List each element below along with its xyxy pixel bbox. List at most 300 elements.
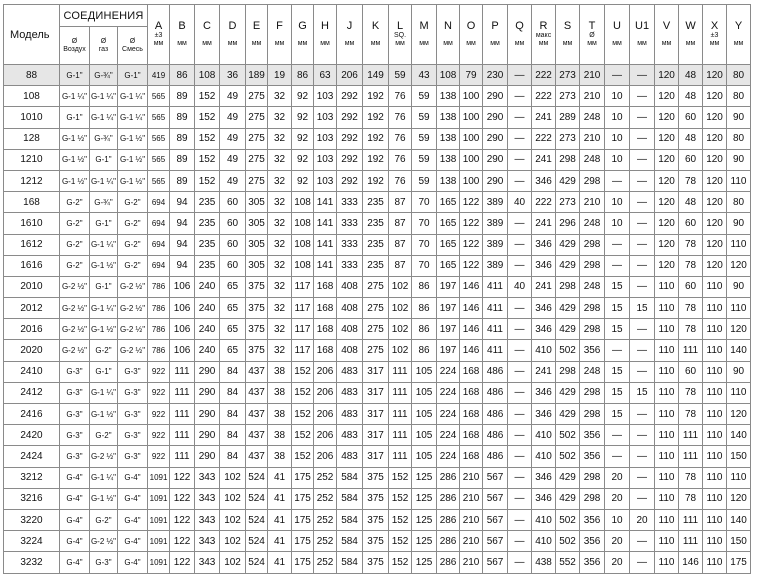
cell-dim-u: 10 <box>605 509 630 530</box>
cell-dim-r: 438 <box>532 552 556 573</box>
header-dim-unit: мм <box>297 40 308 47</box>
cell-dim-v: 110 <box>655 361 679 382</box>
header-dim-unit: мм <box>419 40 429 47</box>
cell-dim-t: 298 <box>580 298 605 319</box>
header-dim-label: F <box>276 20 283 32</box>
cell-dim-w: 60 <box>679 361 703 382</box>
cell-conn-gas: G-3" <box>90 552 118 573</box>
cell-conn-gas: G-2 ½" <box>90 446 118 467</box>
cell-dim-l: 76 <box>389 128 412 149</box>
cell-dim-x: 110 <box>703 404 727 425</box>
cell-dim-f: 32 <box>268 298 292 319</box>
cell-dim-f: 32 <box>268 213 292 234</box>
cell-dim-o: 168 <box>460 446 483 467</box>
cell-dim-e: 437 <box>246 361 268 382</box>
cell-dim-s: 273 <box>556 86 580 107</box>
cell-model: 3224 <box>4 531 60 552</box>
table-row <box>4 446 751 467</box>
cell-dim-w: 60 <box>679 276 703 297</box>
cell-dim-u: 10 <box>605 128 630 149</box>
cell-dim-h: 141 <box>314 192 337 213</box>
cell-dim-u1: — <box>630 319 655 340</box>
cell-dim-n: 197 <box>437 340 460 361</box>
cell-dim-k: 375 <box>363 552 389 573</box>
cell-dim-y: 90 <box>727 276 751 297</box>
cell-dim-g: 152 <box>292 361 314 382</box>
header-dim-unit: мм <box>661 40 672 47</box>
cell-dim-u: 20 <box>605 467 630 488</box>
cell-dim-a: 565 <box>148 170 170 191</box>
cell-dim-u1: — <box>630 149 655 170</box>
cell-dim-e: 375 <box>246 340 268 361</box>
cell-dim-d: 65 <box>220 298 246 319</box>
cell-dim-v: 120 <box>655 65 679 86</box>
cell-dim-y: 150 <box>727 446 751 467</box>
cell-dim-p: 567 <box>483 509 508 530</box>
cell-dim-s: 429 <box>556 404 580 425</box>
header-dim-unit: мм <box>251 40 262 47</box>
cell-dim-l: 152 <box>389 467 412 488</box>
cell-dim-u: 15 <box>605 382 630 403</box>
cell-dim-r: 346 <box>532 382 556 403</box>
cell-dim-x: 120 <box>703 149 727 170</box>
cell-dim-u1: — <box>630 107 655 128</box>
cell-dim-m: 86 <box>412 276 437 297</box>
cell-dim-c: 343 <box>195 467 220 488</box>
cell-dim-u1: — <box>630 361 655 382</box>
cell-dim-v: 110 <box>655 382 679 403</box>
cell-model: 2010 <box>4 276 60 297</box>
cell-dim-f: 41 <box>268 467 292 488</box>
cell-dim-q: — <box>508 65 532 86</box>
cell-dim-w: 78 <box>679 170 703 191</box>
cell-dim-q: — <box>508 531 532 552</box>
cell-dim-l: 111 <box>389 446 412 467</box>
cell-dim-p: 567 <box>483 552 508 573</box>
cell-conn-mix: G-2 ½" <box>118 298 148 319</box>
cell-dim-c: 235 <box>195 192 220 213</box>
cell-dim-g: 175 <box>292 531 314 552</box>
cell-dim-p: 290 <box>483 170 508 191</box>
cell-dim-u1: — <box>630 404 655 425</box>
table-row <box>4 255 751 276</box>
cell-dim-w: 111 <box>679 509 703 530</box>
cell-dim-j: 333 <box>337 213 363 234</box>
cell-conn-air: G-2" <box>60 255 90 276</box>
cell-conn-gas: G-1" <box>90 149 118 170</box>
cell-dim-q: 40 <box>508 276 532 297</box>
cell-dim-k: 375 <box>363 509 389 530</box>
cell-model: 3232 <box>4 552 60 573</box>
cell-dim-u1: — <box>630 255 655 276</box>
cell-dim-m: 86 <box>412 319 437 340</box>
header-dim-sublabel <box>314 32 336 40</box>
cell-dim-w: 78 <box>679 255 703 276</box>
cell-dim-y: 90 <box>727 149 751 170</box>
header-dim-sublabel <box>337 32 362 40</box>
cell-dim-m: 59 <box>412 128 437 149</box>
cell-dim-u: 10 <box>605 213 630 234</box>
cell-dim-j: 584 <box>337 531 363 552</box>
cell-dim-d: 102 <box>220 509 246 530</box>
table-row <box>4 361 751 382</box>
cell-dim-r: 410 <box>532 425 556 446</box>
cell-conn-air: G-2" <box>60 234 90 255</box>
cell-conn-mix: G-3" <box>118 404 148 425</box>
cell-dim-w: 78 <box>679 488 703 509</box>
cell-dim-g: 117 <box>292 298 314 319</box>
header-dim-unit: мм <box>177 40 187 47</box>
cell-dim-w: 48 <box>679 65 703 86</box>
cell-dim-d: 102 <box>220 467 246 488</box>
cell-dim-d: 49 <box>220 170 246 191</box>
cell-dim-o: 100 <box>460 107 483 128</box>
cell-model: 1212 <box>4 170 60 191</box>
header-dim-x <box>703 5 727 65</box>
cell-conn-gas: G-1" <box>90 361 118 382</box>
cell-dim-o: 146 <box>460 340 483 361</box>
cell-dim-q: — <box>508 467 532 488</box>
cell-dim-a: 419 <box>148 65 170 86</box>
cell-dim-l: 111 <box>389 425 412 446</box>
cell-dim-w: 111 <box>679 425 703 446</box>
header-dim-n <box>437 5 460 65</box>
header-dim-m <box>412 5 437 65</box>
header-dim-unit: мм <box>370 40 381 47</box>
header-dim-p <box>483 5 508 65</box>
cell-dim-u: — <box>605 234 630 255</box>
cell-dim-f: 32 <box>268 107 292 128</box>
cell-dim-a: 565 <box>148 107 170 128</box>
cell-dim-e: 305 <box>246 213 268 234</box>
cell-dim-t: 356 <box>580 446 605 467</box>
header-dim-label: Q <box>515 20 524 32</box>
cell-dim-n: 197 <box>437 276 460 297</box>
cell-model: 2012 <box>4 298 60 319</box>
cell-conn-air: G-4" <box>60 531 90 552</box>
header-dim-d <box>220 5 246 65</box>
cell-dim-o: 122 <box>460 192 483 213</box>
header-dim-sublabel <box>630 32 654 40</box>
header-dim-sublabel <box>556 32 579 40</box>
cell-model: 128 <box>4 128 60 149</box>
cell-dim-a: 786 <box>148 276 170 297</box>
cell-dim-s: 429 <box>556 170 580 191</box>
cell-dim-l: 152 <box>389 488 412 509</box>
table-row <box>4 404 751 425</box>
cell-dim-h: 103 <box>314 170 337 191</box>
cell-dim-k: 275 <box>363 298 389 319</box>
cell-dim-e: 437 <box>246 425 268 446</box>
cell-dim-x: 120 <box>703 128 727 149</box>
cell-dim-g: 108 <box>292 192 314 213</box>
header-dim-label: R <box>539 20 548 32</box>
cell-conn-air: G-2" <box>60 213 90 234</box>
header-dim-sublabel <box>605 32 629 40</box>
cell-dim-b: 122 <box>170 509 195 530</box>
header-dim-label: O <box>466 20 476 32</box>
header-dim-g <box>292 5 314 65</box>
cell-dim-t: 298 <box>580 404 605 425</box>
cell-model: 108 <box>4 86 60 107</box>
cell-dim-d: 102 <box>220 531 246 552</box>
cell-dim-b: 94 <box>170 213 195 234</box>
cell-conn-gas: G-1 ¼" <box>90 298 118 319</box>
cell-dim-c: 343 <box>195 488 220 509</box>
cell-dim-q: 40 <box>508 192 532 213</box>
cell-dim-u: — <box>605 446 630 467</box>
cell-dim-u: 20 <box>605 552 630 573</box>
cell-dim-p: 230 <box>483 65 508 86</box>
header-dim-label: T <box>588 20 596 32</box>
cell-dim-q: — <box>508 404 532 425</box>
cell-dim-q: — <box>508 509 532 530</box>
cell-dim-k: 235 <box>363 192 389 213</box>
cell-dim-k: 192 <box>363 170 389 191</box>
cell-conn-air: G-3" <box>60 446 90 467</box>
cell-dim-m: 43 <box>412 65 437 86</box>
cell-dim-h: 103 <box>314 86 337 107</box>
cell-dim-j: 333 <box>337 255 363 276</box>
cell-dim-g: 175 <box>292 509 314 530</box>
cell-dim-t: 356 <box>580 509 605 530</box>
cell-model: 1610 <box>4 213 60 234</box>
cell-dim-y: 110 <box>727 234 751 255</box>
cell-dim-q: — <box>508 298 532 319</box>
cell-dim-h: 103 <box>314 107 337 128</box>
cell-dim-k: 375 <box>363 467 389 488</box>
cell-dim-y: 140 <box>727 509 751 530</box>
cell-dim-a: 1091 <box>148 509 170 530</box>
cell-dim-g: 152 <box>292 446 314 467</box>
cell-dim-k: 192 <box>363 128 389 149</box>
cell-dim-f: 38 <box>268 425 292 446</box>
cell-dim-k: 317 <box>363 425 389 446</box>
cell-dim-e: 375 <box>246 276 268 297</box>
cell-conn-air: G-3" <box>60 382 90 403</box>
header-dim-f <box>268 5 292 65</box>
header-dim-label: U <box>613 20 621 32</box>
cell-dim-j: 584 <box>337 552 363 573</box>
cell-dim-p: 411 <box>483 298 508 319</box>
cell-dim-s: 273 <box>556 65 580 86</box>
cell-dim-x: 110 <box>703 340 727 361</box>
cell-dim-n: 286 <box>437 488 460 509</box>
cell-dim-c: 240 <box>195 276 220 297</box>
cell-dim-s: 502 <box>556 446 580 467</box>
cell-model: 2016 <box>4 319 60 340</box>
cell-dim-d: 84 <box>220 382 246 403</box>
cell-dim-a: 1091 <box>148 531 170 552</box>
cell-dim-h: 103 <box>314 149 337 170</box>
cell-dim-n: 224 <box>437 404 460 425</box>
cell-conn-air: G-3" <box>60 425 90 446</box>
cell-dim-x: 110 <box>703 531 727 552</box>
cell-conn-mix: G-3" <box>118 425 148 446</box>
header-dim-o <box>460 5 483 65</box>
cell-conn-gas: G-2 ½" <box>90 531 118 552</box>
cell-conn-gas: G-1 ¼" <box>90 107 118 128</box>
table-row <box>4 65 751 86</box>
cell-conn-mix: G-3" <box>118 446 148 467</box>
cell-dim-p: 389 <box>483 192 508 213</box>
cell-dim-s: 298 <box>556 276 580 297</box>
cell-dim-k: 235 <box>363 234 389 255</box>
cell-dim-u: — <box>605 425 630 446</box>
cell-dim-r: 346 <box>532 488 556 509</box>
cell-dim-f: 38 <box>268 446 292 467</box>
cell-conn-mix: G-2" <box>118 192 148 213</box>
cell-dim-f: 38 <box>268 382 292 403</box>
cell-dim-j: 333 <box>337 234 363 255</box>
cell-dim-b: 89 <box>170 86 195 107</box>
cell-dim-x: 120 <box>703 86 727 107</box>
cell-dim-k: 235 <box>363 255 389 276</box>
cell-dim-x: 120 <box>703 170 727 191</box>
header-dim-unit: мм <box>320 40 330 47</box>
cell-dim-s: 429 <box>556 319 580 340</box>
header-dim-label: V <box>662 20 671 32</box>
cell-dim-t: 356 <box>580 340 605 361</box>
cell-model: 1612 <box>4 234 60 255</box>
cell-dim-c: 240 <box>195 319 220 340</box>
cell-dim-r: 410 <box>532 531 556 552</box>
table-row <box>4 319 751 340</box>
header-dim-sublabel <box>268 32 291 40</box>
table-row <box>4 509 751 530</box>
cell-dim-l: 76 <box>389 107 412 128</box>
cell-conn-gas: G-1 ¼" <box>90 170 118 191</box>
cell-conn-gas: G-1" <box>90 213 118 234</box>
cell-dim-v: 110 <box>655 276 679 297</box>
cell-dim-q: — <box>508 128 532 149</box>
cell-dim-k: 375 <box>363 488 389 509</box>
cell-dim-f: 32 <box>268 319 292 340</box>
cell-dim-j: 408 <box>337 276 363 297</box>
cell-dim-h: 252 <box>314 509 337 530</box>
cell-dim-c: 343 <box>195 552 220 573</box>
cell-dim-m: 70 <box>412 234 437 255</box>
header-dim-label: E <box>252 20 261 32</box>
header-dim-sublabel <box>727 32 750 40</box>
cell-dim-p: 486 <box>483 425 508 446</box>
cell-dim-a: 694 <box>148 192 170 213</box>
cell-dim-o: 146 <box>460 319 483 340</box>
cell-dim-g: 175 <box>292 488 314 509</box>
cell-conn-mix: G-1 ½" <box>118 170 148 191</box>
cell-dim-m: 70 <box>412 255 437 276</box>
cell-model: 3212 <box>4 467 60 488</box>
cell-dim-u: — <box>605 65 630 86</box>
cell-dim-g: 92 <box>292 86 314 107</box>
cell-dim-b: 122 <box>170 552 195 573</box>
cell-dim-x: 110 <box>703 446 727 467</box>
cell-dim-k: 317 <box>363 404 389 425</box>
cell-dim-u1: — <box>630 170 655 191</box>
cell-dim-y: 110 <box>727 170 751 191</box>
cell-dim-g: 108 <box>292 255 314 276</box>
cell-dim-o: 210 <box>460 509 483 530</box>
table-row <box>4 213 751 234</box>
cell-dim-h: 206 <box>314 404 337 425</box>
header-conn-air-label: Воздух <box>63 45 86 53</box>
cell-conn-gas: G-1" <box>90 276 118 297</box>
cell-dim-q: — <box>508 149 532 170</box>
table-row <box>4 340 751 361</box>
cell-dim-w: 111 <box>679 531 703 552</box>
cell-dim-w: 60 <box>679 149 703 170</box>
cell-dim-q: — <box>508 86 532 107</box>
cell-dim-a: 922 <box>148 382 170 403</box>
cell-dim-u1: — <box>630 192 655 213</box>
cell-dim-f: 38 <box>268 361 292 382</box>
cell-dim-l: 76 <box>389 170 412 191</box>
cell-conn-gas: G-2" <box>90 509 118 530</box>
cell-dim-v: 110 <box>655 467 679 488</box>
cell-dim-l: 111 <box>389 404 412 425</box>
cell-conn-mix: G-1" <box>118 65 148 86</box>
cell-dim-q: — <box>508 488 532 509</box>
cell-dim-d: 49 <box>220 149 246 170</box>
header-dim-label: Y <box>734 20 743 32</box>
cell-dim-r: 346 <box>532 298 556 319</box>
cell-dim-u1: — <box>630 446 655 467</box>
cell-dim-j: 483 <box>337 446 363 467</box>
cell-dim-p: 486 <box>483 361 508 382</box>
cell-conn-gas: G-2" <box>90 340 118 361</box>
cell-dim-e: 524 <box>246 467 268 488</box>
header-dim-unit: мм <box>709 40 720 47</box>
cell-dim-o: 146 <box>460 298 483 319</box>
cell-model: 88 <box>4 65 60 86</box>
cell-dim-y: 120 <box>727 488 751 509</box>
header-dim-unit: мм <box>153 40 164 47</box>
cell-dim-v: 110 <box>655 552 679 573</box>
table-row <box>4 298 751 319</box>
cell-dim-k: 275 <box>363 340 389 361</box>
header-dim-sublabel <box>679 32 702 40</box>
cell-dim-m: 105 <box>412 404 437 425</box>
cell-dim-c: 290 <box>195 382 220 403</box>
cell-model: 3216 <box>4 488 60 509</box>
cell-dim-b: 94 <box>170 255 195 276</box>
cell-dim-u1: — <box>630 552 655 573</box>
cell-dim-u1: 20 <box>630 509 655 530</box>
cell-conn-air: G-3" <box>60 361 90 382</box>
cell-dim-e: 437 <box>246 382 268 403</box>
cell-dim-a: 786 <box>148 340 170 361</box>
cell-dim-u: 10 <box>605 192 630 213</box>
cell-dim-s: 273 <box>556 128 580 149</box>
cell-dim-f: 32 <box>268 170 292 191</box>
header-dim-sublabel: Ø <box>589 32 595 39</box>
cell-conn-air: G-4" <box>60 509 90 530</box>
cell-dim-n: 224 <box>437 382 460 403</box>
cell-dim-l: 102 <box>389 276 412 297</box>
cell-dim-e: 437 <box>246 446 268 467</box>
cell-conn-air: G-2 ½" <box>60 298 90 319</box>
cell-dim-g: 92 <box>292 107 314 128</box>
cell-dim-b: 111 <box>170 425 195 446</box>
cell-dim-l: 111 <box>389 361 412 382</box>
cell-dim-a: 922 <box>148 425 170 446</box>
cell-dim-y: 90 <box>727 361 751 382</box>
cell-dim-n: 224 <box>437 446 460 467</box>
cell-dim-a: 694 <box>148 213 170 234</box>
cell-dim-s: 273 <box>556 192 580 213</box>
cell-conn-air: G-2 ½" <box>60 340 90 361</box>
cell-dim-d: 84 <box>220 361 246 382</box>
